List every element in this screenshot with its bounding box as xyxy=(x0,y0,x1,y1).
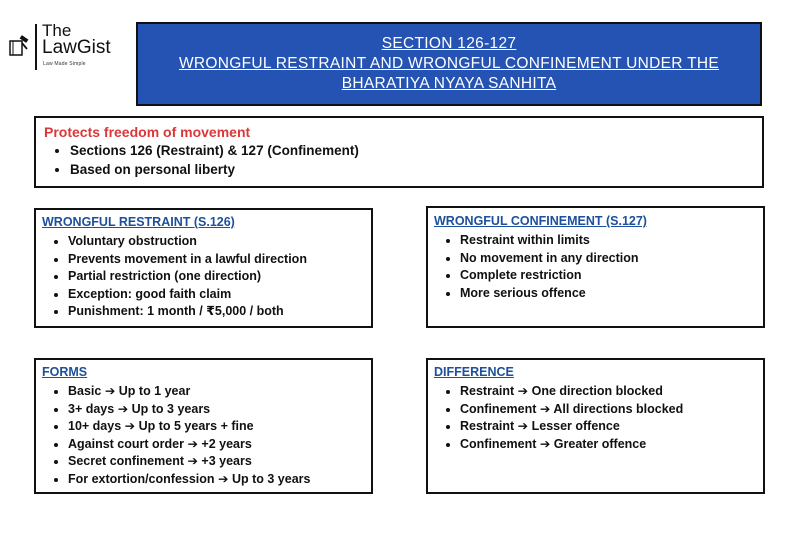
list-item: • Sections 126 (Restraint) & 127 (Confinement) xyxy=(70,141,754,160)
restraint-list xyxy=(42,233,365,321)
title-banner xyxy=(136,22,762,106)
confinement-heading: WRONGFUL CONFINEMENT (S.127) xyxy=(434,214,647,228)
title-line-1: SECTION 126-127 xyxy=(381,35,517,52)
title-line-2: WRONGFUL RESTRAINT AND WRONGFUL CONFINEMENT UNDER THE xyxy=(178,55,720,72)
list-item: • Restraint ➔ Lesser offence xyxy=(460,418,757,436)
book-gavel-icon xyxy=(8,35,30,57)
intro-list xyxy=(44,141,754,179)
intro-box xyxy=(34,116,764,188)
list-item: • Secret confinement ➔ +3 years xyxy=(68,453,365,471)
list-item: • Basic ➔ Up to 1 year xyxy=(68,383,365,401)
difference-box xyxy=(426,358,765,494)
confinement-list xyxy=(434,232,757,302)
logo-text-the: The xyxy=(42,21,72,40)
list-item: • 10+ days ➔ Up to 5 years + fine xyxy=(68,418,365,436)
lawgist-logo xyxy=(8,22,128,72)
list-item: • Confinement ➔ Greater offence xyxy=(460,436,757,454)
list-item: • Against court order ➔ +2 years xyxy=(68,436,365,454)
wrongful-confinement-box xyxy=(426,206,765,328)
logo-tagline: Law Made Simple xyxy=(43,61,86,67)
forms-list xyxy=(42,383,365,488)
difference-list xyxy=(434,383,757,453)
forms-box xyxy=(34,358,373,494)
list-item: • Complete restriction xyxy=(460,267,757,285)
list-item: • Based on personal liberty xyxy=(70,160,754,179)
list-item: • For extortion/confession ➔ Up to 3 years xyxy=(68,471,365,489)
title-line-3: BHARATIYA NYAYA SANHITA xyxy=(341,75,557,92)
list-item: • Confinement ➔ All directions blocked xyxy=(460,401,757,419)
intro-heading: Protects freedom of movement xyxy=(44,124,251,140)
restraint-heading: WRONGFUL RESTRAINT (S.126) xyxy=(42,215,235,229)
list-item: • Exception: good faith claim xyxy=(68,286,365,304)
list-item: • Restraint within limits xyxy=(460,232,757,250)
list-item: • Restraint ➔ One direction blocked xyxy=(460,383,757,401)
list-item: • 3+ days ➔ Up to 3 years xyxy=(68,401,365,419)
list-item: • Partial restriction (one direction) xyxy=(68,268,365,286)
wrongful-restraint-box xyxy=(34,208,373,328)
list-item: • Voluntary obstruction xyxy=(68,233,365,251)
forms-heading: FORMS xyxy=(42,365,88,379)
difference-heading: DIFFERENCE xyxy=(434,365,514,379)
logo-divider xyxy=(35,24,37,70)
logo-text-lawgist: LawGist xyxy=(42,37,111,58)
list-item: • No movement in any direction xyxy=(460,250,757,268)
list-item: • Prevents movement in a lawful direction xyxy=(68,251,365,269)
list-item: • More serious offence xyxy=(460,285,757,303)
list-item: • Punishment: 1 month / ₹5,000 / both xyxy=(68,303,365,321)
